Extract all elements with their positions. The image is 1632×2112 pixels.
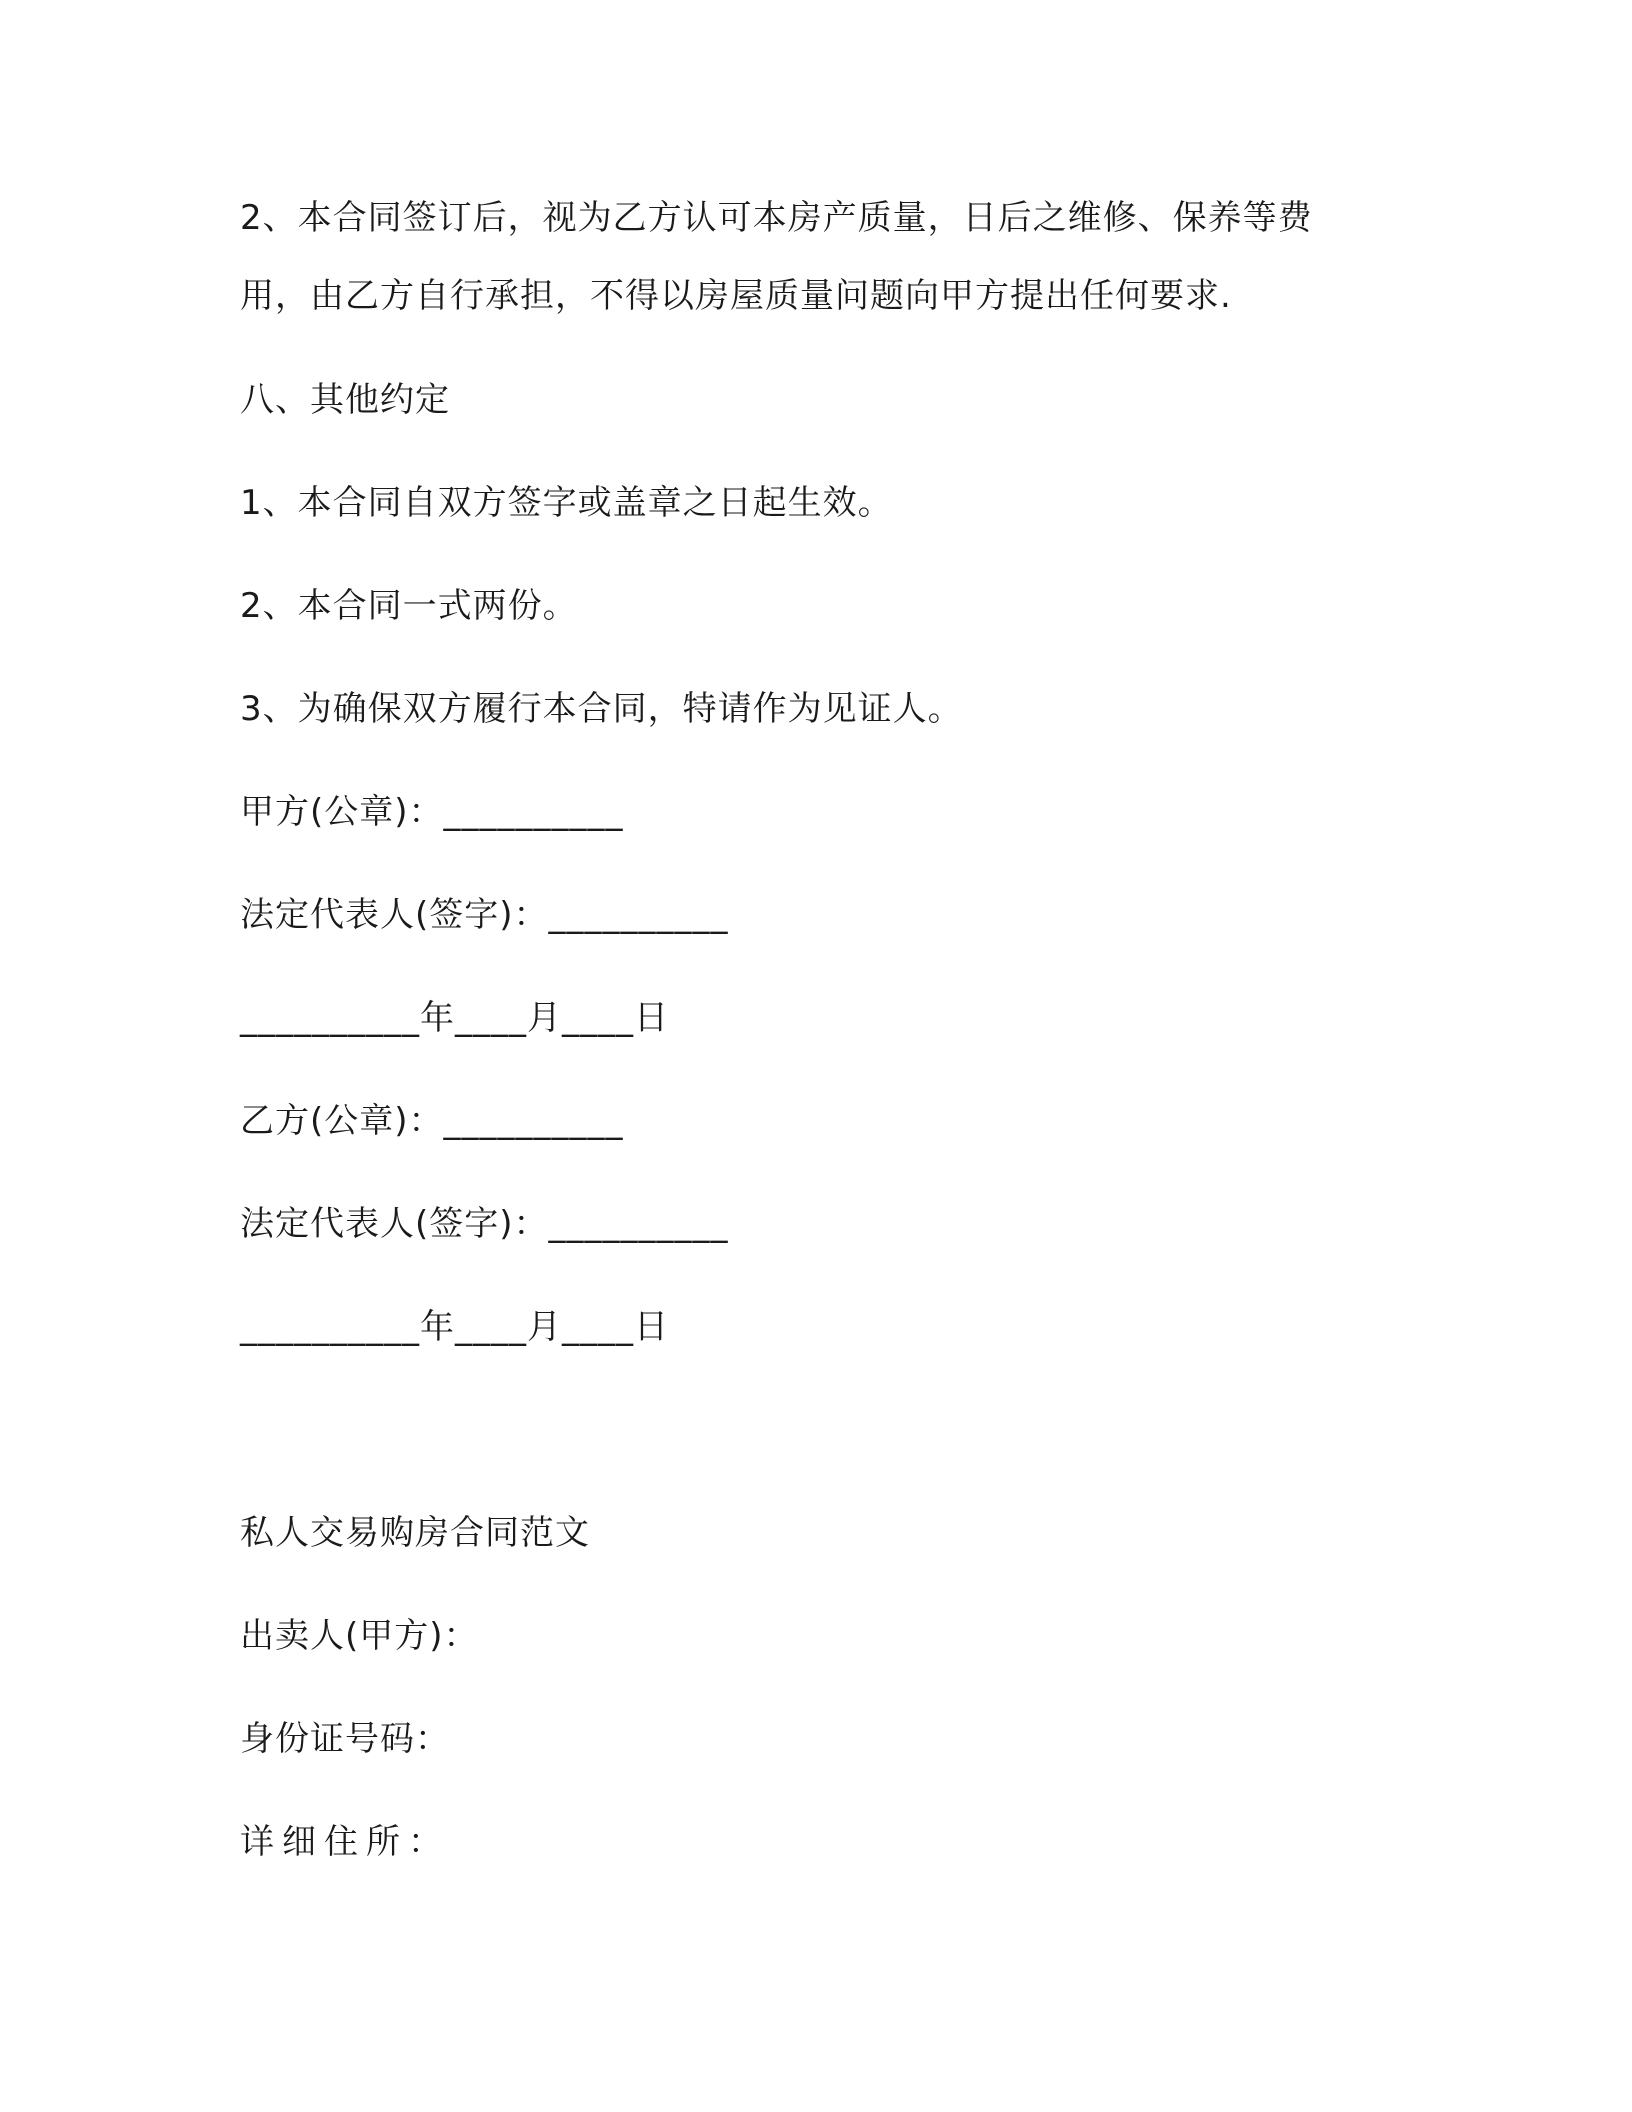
other-term-2: 2、本合同一式两份。: [240, 586, 578, 626]
seller-field: 出卖人(甲方)：: [240, 1616, 479, 1656]
party-b-seal-field: 乙方(公章)：__________: [240, 1101, 624, 1141]
clause-2-line-2: 用，由乙方自行承担，不得以房屋质量问题向甲方提出任何要求.: [240, 276, 1232, 316]
address-field: 详细住所：: [240, 1822, 450, 1862]
party-b-date-field: __________年____月____日: [240, 1307, 669, 1347]
other-term-1: 1、本合同自双方签字或盖章之日起生效。: [240, 483, 893, 523]
other-term-3: 3、为确保双方履行本合同，特请作为见证人。: [240, 689, 963, 729]
contract-title: 私人交易购房合同范文: [240, 1513, 590, 1553]
id-number-field: 身份证号码：: [240, 1719, 450, 1759]
clause-2-line-1: 2、本合同签订后，视为乙方认可本房产质量，日后之维修、保养等费: [240, 198, 1313, 238]
party-b-representative-field: 法定代表人(签字)：__________: [240, 1204, 729, 1244]
party-a-seal-field: 甲方(公章)：__________: [240, 792, 624, 832]
party-a-representative-field: 法定代表人(签字)：__________: [240, 895, 729, 935]
party-a-date-field: __________年____月____日: [240, 998, 669, 1038]
section-heading-other-terms: 八、其他约定: [240, 380, 450, 420]
